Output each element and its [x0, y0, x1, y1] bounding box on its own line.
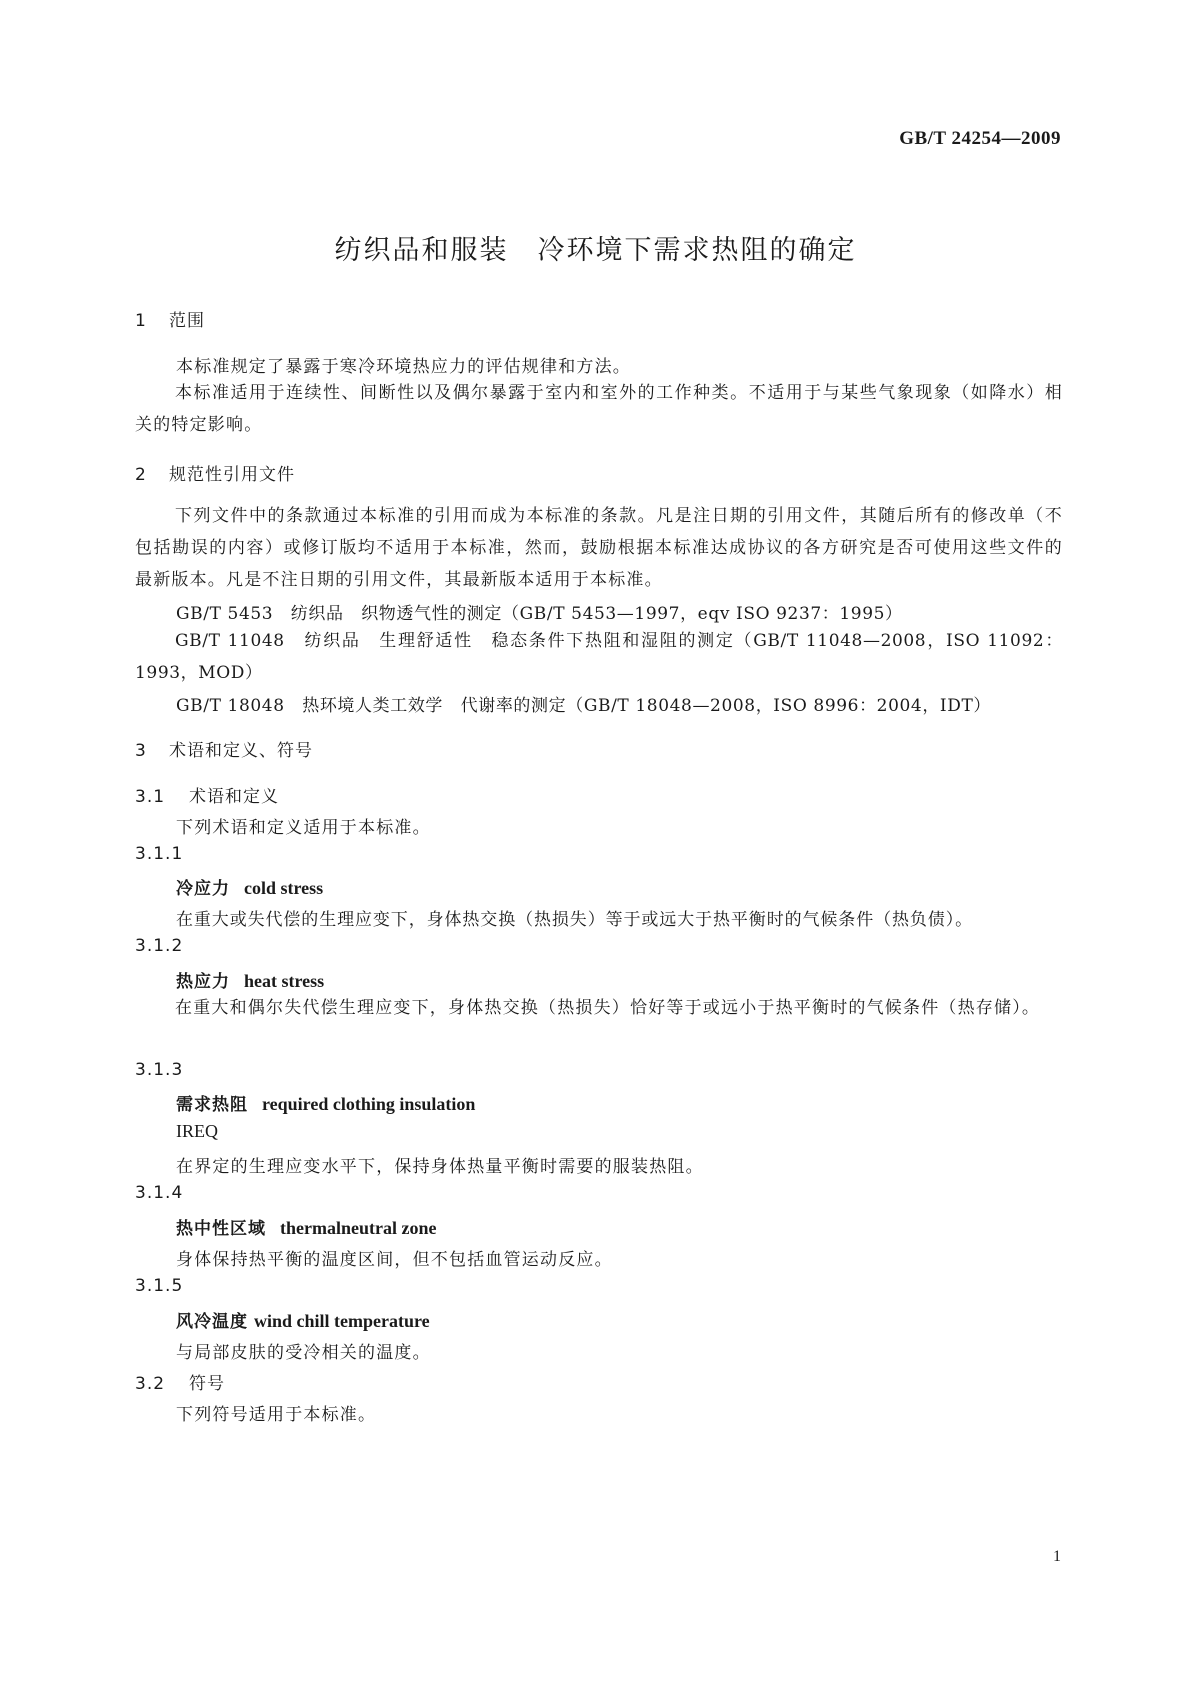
- term-3-1-4: [176, 1214, 436, 1239]
- section-1-paragraph-1: 本标准规定了暴露于寒冷环境热应力的评估规律和方法。: [176, 357, 631, 377]
- term-english: cold stress: [244, 878, 324, 898]
- term-number: 3.1.5: [135, 1276, 184, 1296]
- term-english: thermalneutral zone: [280, 1218, 437, 1238]
- section-number: 2: [135, 465, 147, 485]
- document-title: 纺织品和服装 冷环境下需求热阻的确定: [334, 235, 857, 266]
- subsection-3-2-heading: [135, 1369, 225, 1394]
- term-chinese: 风冷温度: [176, 1312, 248, 1332]
- section-title: 范围: [169, 311, 205, 331]
- section-1-heading: [135, 306, 205, 331]
- term-number: 3.1.1: [135, 844, 184, 864]
- term-definition: 身体保持热平衡的温度区间，但不包括血管运动反应。: [176, 1250, 613, 1270]
- term-abbreviation: IREQ: [176, 1121, 218, 1141]
- term-3-1-5: [176, 1307, 430, 1332]
- reference-item: GB/T 18048 热环境人类工效学 代谢率的测定（GB/T 18048—2008，ISO 8996：2004，IDT）: [176, 696, 992, 716]
- section-1-paragraph-2: 本标准适用于连续性、间断性以及偶尔暴露于室内和室外的工作种类。不适用于与某些气象现象（如降水）相关的特定影响。: [135, 383, 1063, 435]
- subsection-3-1-heading: [135, 782, 279, 807]
- term-chinese: 冷应力: [176, 879, 230, 899]
- term-definition: 与局部皮肤的受冷相关的温度。: [176, 1343, 431, 1363]
- section-3-heading: [135, 736, 313, 761]
- section-number: 1: [135, 311, 147, 331]
- section-2-paragraph-1: 下列文件中的条款通过本标准的引用而成为本标准的条款。凡是注日期的引用文件，其随后所有的修改单（不包括勘误的内容）或修订版均不适用于本标准，然而，鼓励根据本标准达成协议的各方研究是否可使用这些文件的最新版本。凡是不注日期的引用文件，其最新版本适用于本标准。: [135, 506, 1063, 590]
- subsection-3-1-intro: 下列术语和定义适用于本标准。: [176, 818, 431, 838]
- subsection-number: 3.1: [135, 787, 166, 807]
- subsection-number: 3.2: [135, 1374, 166, 1394]
- term-chinese: 需求热阻: [176, 1095, 248, 1115]
- term-english: required clothing insulation: [262, 1094, 476, 1114]
- term-3-1-2: [176, 967, 324, 992]
- term-number: 3.1.3: [135, 1060, 184, 1080]
- section-title: 规范性引用文件: [169, 465, 295, 485]
- term-english: wind chill temperature: [254, 1311, 430, 1331]
- term-chinese: 热应力: [176, 972, 230, 992]
- section-title: 术语和定义、符号: [169, 741, 313, 761]
- term-definition: 在界定的生理应变水平下，保持身体热量平衡时需要的服装热阻。: [176, 1157, 704, 1177]
- standard-number: GB/T 24254—2009: [899, 128, 1061, 149]
- section-2-heading: [135, 460, 295, 485]
- reference-item: GB/T 5453 纺织品 织物透气性的测定（GB/T 5453—1997，eqv ISO 9237：1995）: [176, 604, 903, 624]
- term-chinese: 热中性区域: [176, 1219, 266, 1239]
- subsection-title: 符号: [189, 1374, 225, 1394]
- page-number: 1: [1053, 1548, 1061, 1565]
- term-definition: 在重大或失代偿的生理应变下，身体热交换（热损失）等于或远大于热平衡时的气候条件（热负债）。: [176, 910, 973, 930]
- term-definition: 在重大和偶尔失代偿生理应变下，身体热交换（热损失）恰好等于或远小于热平衡时的气候条件（热存储）。: [175, 998, 1041, 1018]
- term-3-1-3: [176, 1090, 475, 1115]
- term-number: 3.1.4: [135, 1183, 184, 1203]
- subsection-3-2-intro: 下列符号适用于本标准。: [176, 1405, 377, 1425]
- term-3-1-1: [176, 874, 323, 899]
- reference-item: GB/T 11048 纺织品 生理舒适性 稳态条件下热阻和湿阻的测定（GB/T 11048—2008，ISO 11092：1993，MOD）: [135, 631, 1063, 683]
- term-english: heat stress: [244, 971, 325, 991]
- section-number: 3: [135, 741, 147, 761]
- term-number: 3.1.2: [135, 936, 184, 956]
- subsection-title: 术语和定义: [189, 787, 279, 807]
